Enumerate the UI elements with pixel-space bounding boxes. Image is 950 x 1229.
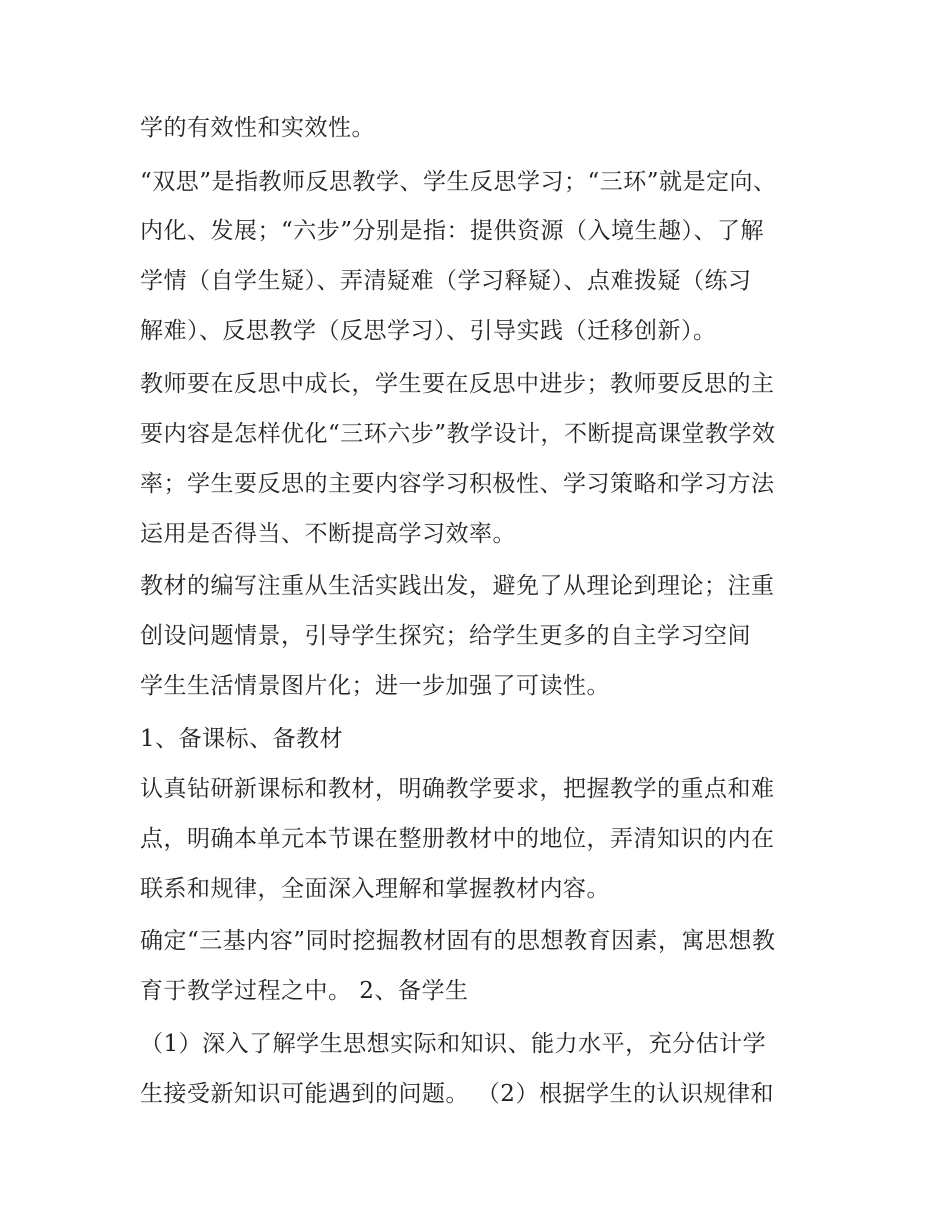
text-line: 点，明确本单元本节课在整册教材中的地位，弄清知识的内在: [140, 826, 775, 852]
text-line: 运用是否得当、不断提高学习效率。: [140, 521, 516, 547]
text-line: 确定“三基内容”同时挖掘教材固有的思想教育因素，寓思想教: [140, 928, 776, 954]
text-line: 内化、发展；“六步”分别是指：提供资源（入境生趣）、了解: [140, 218, 765, 244]
text-line: 联系和规律，全面深入理解和掌握教材内容。: [140, 876, 610, 902]
text-line: 学生生活情景图片化；进一步加强了可读性。: [140, 673, 610, 699]
text-line: “双思”是指教师反思教学、学生反思学习；“三环”就是定向、: [140, 169, 777, 195]
text-line: 教师要在反思中成长，学生要在反思中进步；教师要反思的主: [140, 371, 775, 397]
text-line: 育于教学过程之中。 2、备学生: [140, 978, 469, 1004]
text-line: 认真钻研新课标和教材，明确教学要求，把握教学的重点和难: [140, 776, 775, 802]
text-line: 率；学生要反思的主要内容学习积极性、学习策略和学习方法: [140, 471, 775, 497]
section-heading: 1、备课标、备教材: [140, 726, 344, 752]
text-line: 学的有效性和实效性。: [140, 115, 375, 141]
text-line: 教材的编写注重从生活实践出发，避免了从理论到理论；注重: [140, 573, 775, 599]
text-line: 解难）、反思教学（反思学习）、引导实践（迁移创新）。: [140, 318, 717, 344]
text-line: 要内容是怎样优化“三环六步”教学设计，不断提高课堂教学效: [140, 421, 776, 447]
text-line: （1）深入了解学生思想实际和知识、能力水平，充分估计学: [140, 1031, 767, 1057]
text-line: 学情（自学生疑）、弄清疑难（学习释疑）、点难拨疑（练习: [140, 268, 752, 294]
text-line: 生接受新知识可能遇到的问题。 （2）根据学生的认识规律和: [140, 1081, 774, 1107]
text-line: 创设问题情景，引导学生探究；给学生更多的自主学习空间: [140, 623, 751, 649]
